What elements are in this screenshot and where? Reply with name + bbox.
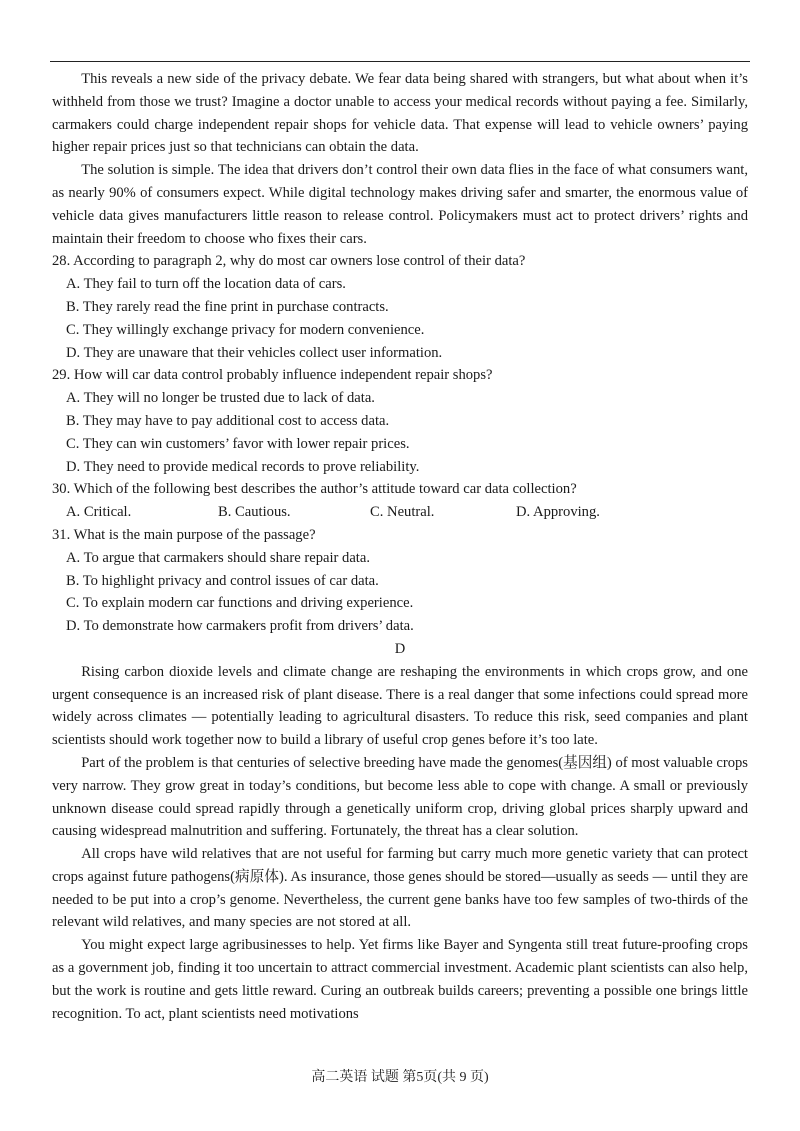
option-d: D. They are unaware that their vehicles collect user information. xyxy=(66,344,443,361)
option-c: C. Neutral. xyxy=(370,504,435,521)
option-c: C. To explain modern car functions and driving experience. xyxy=(66,595,414,612)
question-stem: 29. How will car data control probably influence independent repair shops? xyxy=(52,367,493,384)
option-a: A. They will no longer be trusted due to lack of data. xyxy=(66,390,375,407)
option-b: B. To highlight privacy and control issues of car data. xyxy=(66,572,379,589)
question-29 xyxy=(52,364,748,478)
page-footer: 高二英语 试题 第5页(共 9 页) xyxy=(311,1070,489,1085)
option-d: D. They need to provide medical records to prove reliability. xyxy=(66,458,420,475)
option-a: A. They fail to turn off the location data of cars. xyxy=(66,276,346,293)
option-b: B. They rarely read the fine print in purchase contracts. xyxy=(66,298,389,315)
page-content xyxy=(52,68,748,1025)
question-28 xyxy=(52,250,748,364)
option-b: B. Cautious. xyxy=(218,504,291,521)
option-d: D. Approving. xyxy=(516,504,600,521)
paragraph: The solution is simple. The idea that drivers don’t control their own data flies in the face of what consumers want, as nearly 90% of consumers expect. While digital technology makes driving safer and smarter, the enormous value of vehicle data gives manufacturers little reason to release control. Policymakers must act to protect drivers’ rights and maintain their freedom to choose who fixes their cars. xyxy=(52,162,748,247)
paragraph: You might expect large agribusinesses to help. Yet firms like Bayer and Syngenta still treat future-proofing crops as a government job, finding it too uncertain to attract commercial investment. Academic plant scientists can also help, but the work is routine and gets little reward. Curing an outbreak builds careers; preventing a possible one brings little recognition. To act, plant scientists need motivations xyxy=(52,937,748,1022)
option-c: C. They willingly exchange privacy for modern convenience. xyxy=(66,321,425,338)
paragraph: This reveals a new side of the privacy debate. We fear data being shared with strangers, but what about when it’s withheld from those we trust? Imagine a doctor unable to access your medical records without paying a fee. Similarly, carmakers could charge independent repair shops for vehicle data. That expense will lead to vehicle owners’ paying higher repair prices just so that technicians can obtain the data. xyxy=(52,71,748,156)
question-stem: 30. Which of the following best describes the author’s attitude toward car data collection? xyxy=(52,481,577,498)
option-d: D. To demonstrate how carmakers profit from drivers’ data. xyxy=(66,618,414,635)
option-a: A. Critical. xyxy=(66,504,132,521)
question-stem: 31. What is the main purpose of the passage? xyxy=(52,526,316,543)
paragraph: Rising carbon dioxide levels and climate change are reshaping the environments in which crops grow, and one urgent consequence is an increased risk of plant disease. There is a real danger that some infections could spread more widely across climates — potentially leading to agricultural disasters. To reduce this risk, seed companies and plant scientists should work together now to build a library of useful crop genes before it’s too late. xyxy=(52,663,748,749)
option-c: C. They can win customers’ favor with lower repair prices. xyxy=(66,435,410,452)
options-row xyxy=(66,501,748,524)
paragraph: Part of the problem is that centuries of selective breeding have made the genomes(基因组) of most valuable crops very narrow. They grow great in today’s conditions, but become less able to cope with change. A small or previously unknown disease could spread rapidly through a genetically uniform crop, driving global prices sharply upward and causing widespread malnutrition and suffering. Fortunately, the threat has a clear solution. xyxy=(52,754,748,840)
section-heading: D xyxy=(394,640,406,657)
top-divider xyxy=(50,61,750,62)
option-a: A. To argue that carmakers should share repair data. xyxy=(66,549,370,566)
question-31 xyxy=(52,524,748,638)
question-30 xyxy=(52,478,748,524)
paragraph: All crops have wild relatives that are not useful for farming but carry much more genetic variety that can protect crops against future pathogens(病原体). As insurance, those genes should be stored—usually as seeds — until they are needed to be put into a crop’s genome. Nevertheless, the current gene banks have too few samples of two-thirds of the relevant wild relatives, and many species are not stored at all. xyxy=(52,846,748,931)
option-b: B. They may have to pay additional cost to access data. xyxy=(66,412,390,429)
question-stem: 28. According to paragraph 2, why do most car owners lose control of their data? xyxy=(52,253,526,270)
